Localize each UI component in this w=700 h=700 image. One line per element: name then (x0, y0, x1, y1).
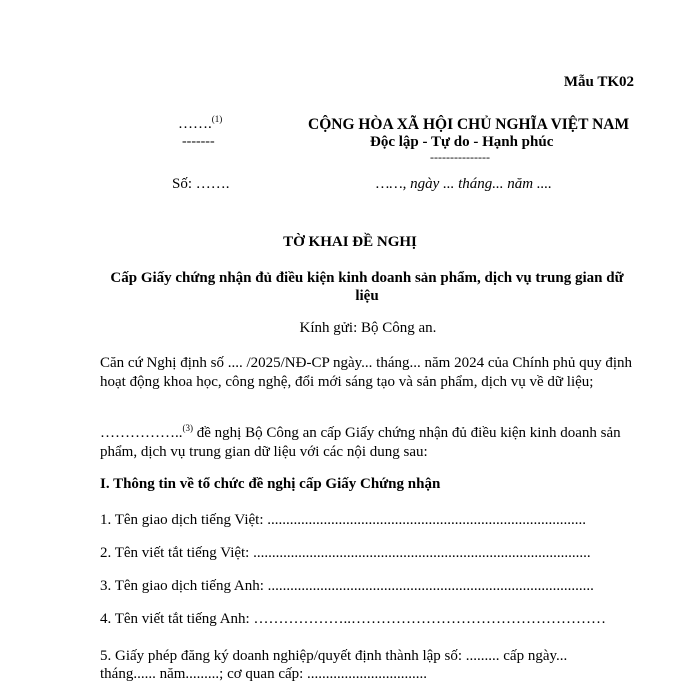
field-business-license-cont: tháng...... năm.........; cơ quan cấp: ................................ (100, 666, 428, 682)
agency-footnote-ref: (1) (211, 114, 223, 124)
document-number: Số: ……. (172, 176, 230, 192)
field-vietnamese-abbreviation: 2. Tên viết tắt tiếng Việt: .......................................................................................... (100, 545, 591, 561)
organization-placeholder: …………….. (100, 425, 183, 441)
motto: Độc lập - Tự do - Hạnh phúc (370, 134, 554, 150)
field-english-name: 3. Tên giao dịch tiếng Anh: ....................................................................................... (100, 578, 594, 594)
agency-rule: ------- (182, 134, 215, 149)
legal-basis: Căn cứ Nghị định số .... /2025/NĐ-CP ngày... tháng... năm 2024 của Chính phủ quy định hoạt động khoa học, công nghệ, đổi mới sáng tạo và sản phẩm, dịch vụ về dữ liệu; (100, 355, 632, 390)
motto-rule: --------------- (430, 150, 490, 164)
field-english-abbreviation: 4. Tên viết tắt tiếng Anh: ………………..…………………………………………… (100, 611, 606, 627)
field-business-license: 5. Giấy phép đăng ký doanh nghiệp/quyết định thành lập số: ......... cấp ngày... (100, 648, 568, 664)
request-text: đề nghị Bộ Công an cấp Giấy chứng nhận đủ điều kiện kinh doanh sản phẩm, dịch vụ trung gian dữ liệu với các nội dung sau: (100, 425, 621, 460)
document-subtitle-cont: liệu (355, 288, 379, 304)
date-line: ……, ngày ... tháng... năm .... (376, 176, 552, 192)
request-paragraph (100, 424, 640, 462)
addressee: Kính gửi: Bộ Công an. (299, 320, 437, 336)
form-code: Mẫu TK02 (563, 74, 634, 90)
request-footnote-ref: (3) (182, 423, 193, 433)
agency-placeholder: ……. (178, 116, 212, 132)
agency-name (178, 116, 222, 133)
field-vietnamese-name: 1. Tên giao dịch tiếng Việt: ..................................................................................... (100, 512, 587, 528)
section1-title: I. Thông tin về tổ chức đề nghị cấp Giấy Chứng nhận (100, 476, 441, 492)
nation-title: CỘNG HÒA XÃ HỘI CHỦ NGHĨA VIỆT NAM (308, 116, 630, 133)
document-title: TỜ KHAI ĐỀ NGHỊ (283, 234, 417, 250)
document-subtitle: Cấp Giấy chứng nhận đủ điều kiện kinh doanh sản phẩm, dịch vụ trung gian dữ (110, 270, 624, 286)
